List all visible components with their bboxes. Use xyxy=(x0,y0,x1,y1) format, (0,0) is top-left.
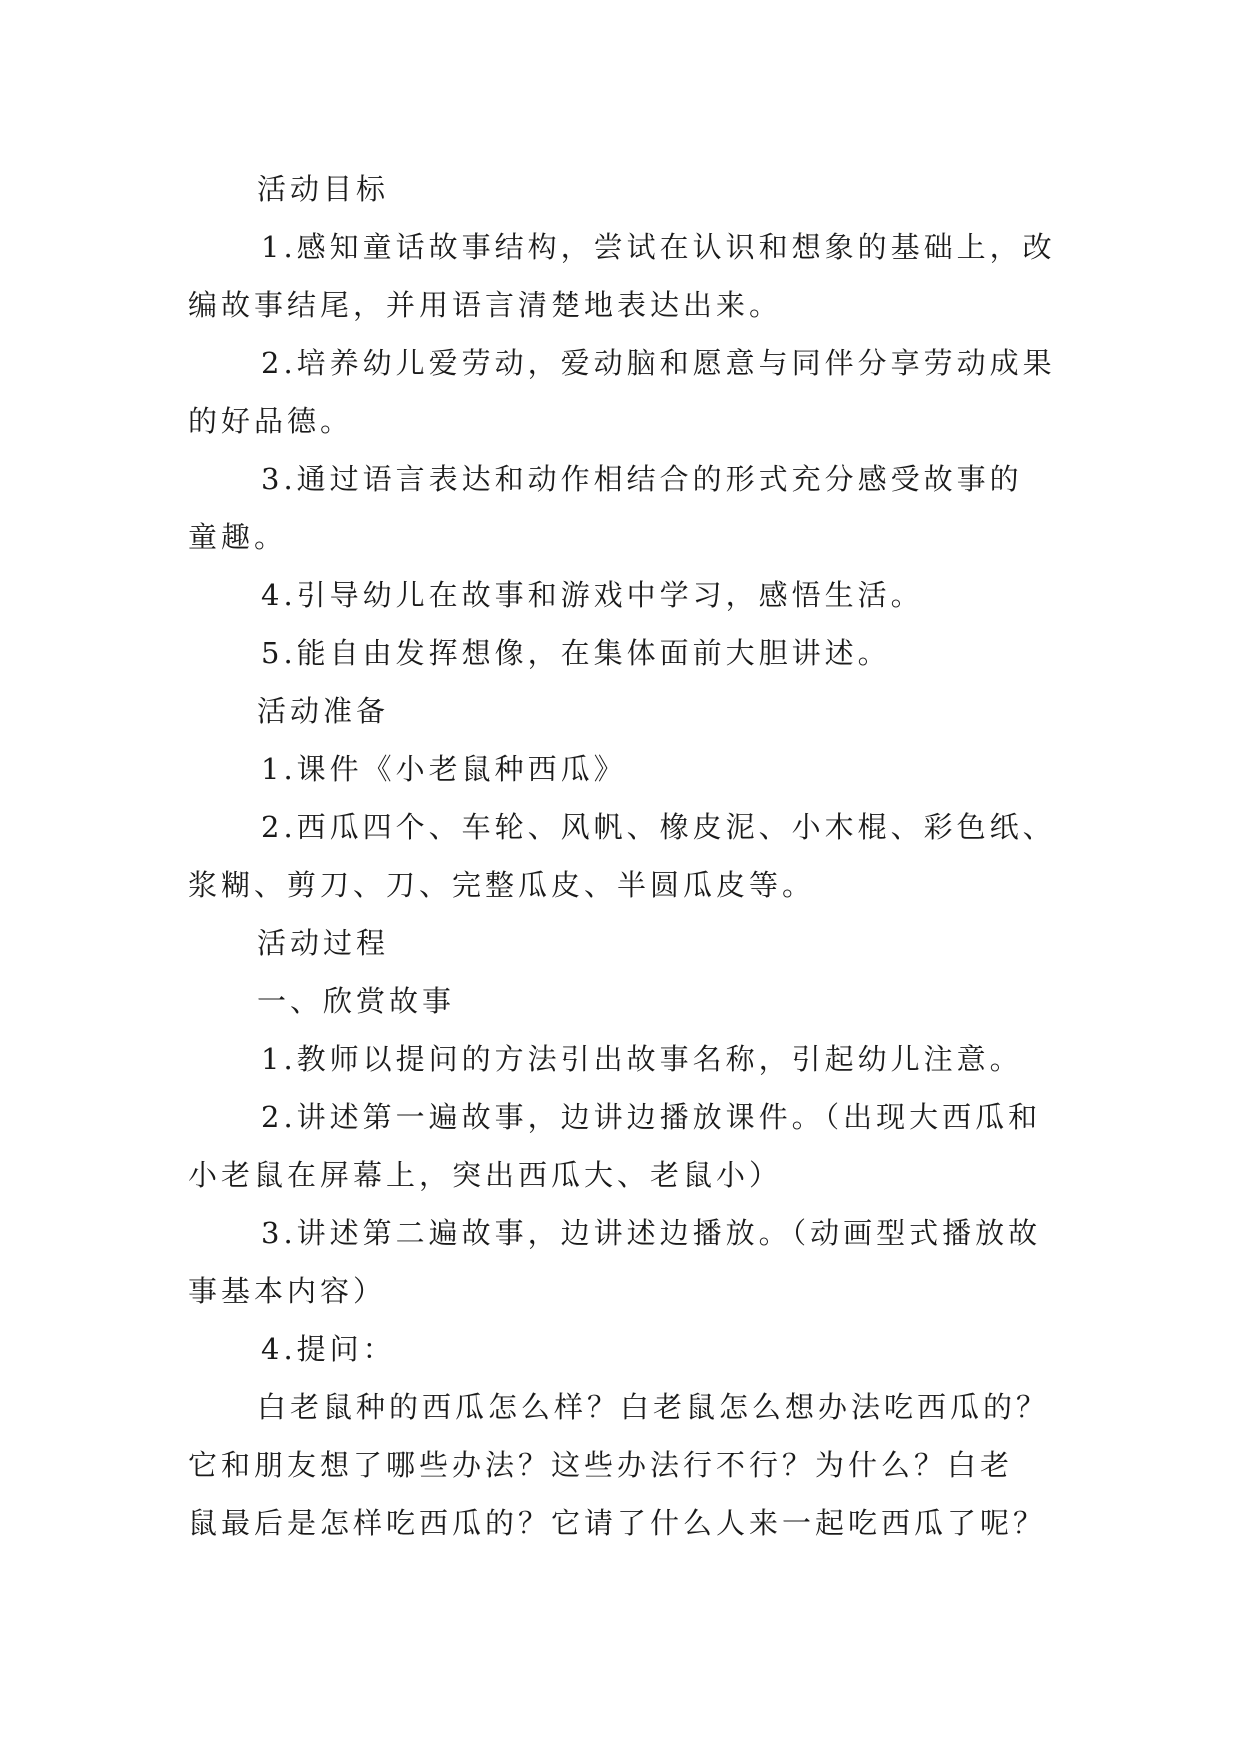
goal-item-3-cont: 童趣。 xyxy=(188,520,288,554)
process-subheading-1: 一、欣赏故事 xyxy=(257,984,456,1018)
document-body xyxy=(188,160,1058,1552)
question-paragraph-line-1: 白老鼠种的西瓜怎么样？白老鼠怎么想办法吃西瓜的？ xyxy=(257,1390,1050,1424)
goal-item-2-cont: 的好品德。 xyxy=(188,404,354,438)
process-item-2-cont: 小老鼠在屏幕上，突出西瓜大、老鼠小） xyxy=(188,1158,783,1192)
section-heading-goals: 活动目标 xyxy=(257,172,390,206)
process-item-3: 3.讲述第二遍故事，边讲述边播放。（动画型式播放故 xyxy=(261,1216,1042,1250)
preparation-item-2-cont: 浆糊、剪刀、刀、完整瓜皮、半圆瓜皮等。 xyxy=(188,868,816,902)
goal-item-1-cont: 编故事结尾，并用语言清楚地表达出来。 xyxy=(188,288,783,322)
process-item-1: 1.教师以提问的方法引出故事名称，引起幼儿注意。 xyxy=(261,1042,1023,1076)
question-paragraph-line-2: 它和朋友想了哪些办法？这些办法行不行？为什么？白老 xyxy=(188,1448,1014,1482)
section-heading-process: 活动过程 xyxy=(257,926,390,960)
preparation-item-2: 2.西瓜四个、车轮、风帆、橡皮泥、小木棍、彩色纸、 xyxy=(261,810,1056,844)
process-item-2: 2.讲述第一遍故事，边讲边播放课件。（出现大西瓜和 xyxy=(261,1100,1042,1134)
goal-item-4: 4.引导幼儿在故事和游戏中学习，感悟生活。 xyxy=(261,578,924,612)
goal-item-5: 5.能自由发挥想像，在集体面前大胆讲述。 xyxy=(261,636,891,670)
question-paragraph-line-3: 鼠最后是怎样吃西瓜的？它请了什么人来一起吃西瓜了呢？ xyxy=(188,1506,1047,1540)
process-item-4: 4.提问： xyxy=(261,1332,396,1366)
process-item-3-cont: 事基本内容） xyxy=(188,1274,387,1308)
preparation-item-1: 1.课件《小老鼠种西瓜》 xyxy=(261,752,627,786)
section-heading-preparation: 活动准备 xyxy=(257,694,390,728)
goal-item-2: 2.培养幼儿爱劳动，爱动脑和愿意与同伴分享劳动成果 xyxy=(261,346,1056,380)
goal-item-1: 1.感知童话故事结构，尝试在认识和想象的基础上，改 xyxy=(261,230,1056,264)
goal-item-3: 3.通过语言表达和动作相结合的形式充分感受故事的 xyxy=(261,462,1023,496)
